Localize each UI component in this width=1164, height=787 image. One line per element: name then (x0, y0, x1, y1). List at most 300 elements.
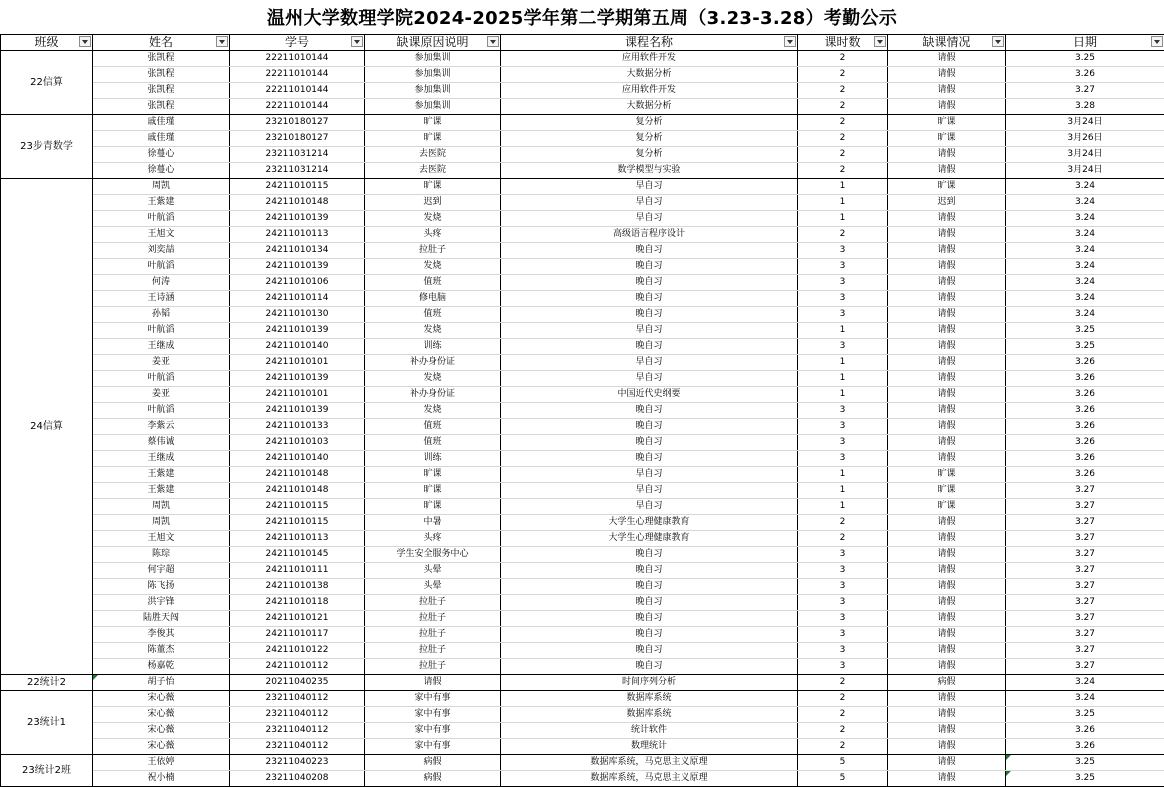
cell-date[interactable]: 3.28 (1006, 99, 1164, 115)
cell-reason[interactable]: 值班 (365, 419, 501, 435)
cell-student-id[interactable]: 24211010140 (230, 339, 365, 355)
cell-name[interactable]: 蔡伟诚 (93, 435, 230, 451)
cell-student-id[interactable]: 24211010133 (230, 419, 365, 435)
cell-student-id[interactable]: 23211031214 (230, 147, 365, 163)
cell-date[interactable]: 3.24 (1006, 211, 1164, 227)
cell-status[interactable]: 请假 (888, 563, 1006, 579)
cell-name[interactable]: 戚佳瑾 (93, 115, 230, 131)
cell-course[interactable]: 早自习 (501, 371, 798, 387)
cell-name[interactable]: 叶航滔 (93, 259, 230, 275)
cell-student-id[interactable]: 24211010113 (230, 531, 365, 547)
cell-name[interactable]: 张凯程 (93, 67, 230, 83)
cell-date[interactable]: 3.26 (1006, 403, 1164, 419)
cell-reason[interactable]: 迟到 (365, 195, 501, 211)
cell-date[interactable]: 3.24 (1006, 275, 1164, 291)
cell-hours[interactable]: 3 (798, 611, 888, 627)
cell-date[interactable]: 3.24 (1006, 675, 1164, 691)
cell-reason[interactable]: 家中有事 (365, 707, 501, 723)
cell-hours[interactable]: 3 (798, 339, 888, 355)
cell-reason[interactable]: 请假 (365, 675, 501, 691)
cell-name[interactable]: 祝小楠 (93, 771, 230, 787)
cell-reason[interactable]: 补办身份证 (365, 387, 501, 403)
cell-hours[interactable]: 1 (798, 483, 888, 499)
cell-name[interactable]: 徐蔓心 (93, 147, 230, 163)
cell-course[interactable]: 晚自习 (501, 243, 798, 259)
cell-course[interactable]: 晚自习 (501, 275, 798, 291)
cell-reason[interactable]: 学生安全服务中心 (365, 547, 501, 563)
cell-name[interactable]: 张凯程 (93, 83, 230, 99)
cell-hours[interactable]: 3 (798, 451, 888, 467)
cell-status[interactable]: 请假 (888, 643, 1006, 659)
cell-date[interactable]: 3.25 (1006, 51, 1164, 67)
cell-reason[interactable]: 头疼 (365, 531, 501, 547)
cell-reason[interactable]: 发烧 (365, 371, 501, 387)
cell-hours[interactable]: 2 (798, 163, 888, 179)
cell-name[interactable]: 徐蔓心 (93, 163, 230, 179)
cell-student-id[interactable]: 24211010117 (230, 627, 365, 643)
cell-hours[interactable]: 2 (798, 707, 888, 723)
cell-name[interactable]: 刘奕喆 (93, 243, 230, 259)
cell-hours[interactable]: 2 (798, 83, 888, 99)
cell-reason[interactable]: 去医院 (365, 163, 501, 179)
cell-name[interactable]: 杨嘉乾 (93, 659, 230, 675)
cell-reason[interactable]: 发烧 (365, 403, 501, 419)
cell-hours[interactable]: 3 (798, 595, 888, 611)
cell-course[interactable]: 晚自习 (501, 611, 798, 627)
cell-date[interactable]: 3.26 (1006, 355, 1164, 371)
cell-name[interactable]: 周凯 (93, 179, 230, 195)
cell-status[interactable]: 请假 (888, 243, 1006, 259)
cell-course[interactable]: 晚自习 (501, 627, 798, 643)
cell-course[interactable]: 早自习 (501, 211, 798, 227)
cell-course[interactable]: 复分析 (501, 115, 798, 131)
cell-date[interactable]: 3.24 (1006, 243, 1164, 259)
cell-class[interactable]: 23统计1 (1, 691, 93, 755)
cell-course[interactable]: 晚自习 (501, 307, 798, 323)
cell-reason[interactable]: 参加集训 (365, 83, 501, 99)
cell-status[interactable]: 请假 (888, 307, 1006, 323)
cell-course[interactable]: 晚自习 (501, 643, 798, 659)
cell-date[interactable]: 3.27 (1006, 563, 1164, 579)
cell-name[interactable]: 张凯程 (93, 99, 230, 115)
cell-name[interactable]: 张凯程 (93, 51, 230, 67)
cell-date[interactable]: 3.24 (1006, 691, 1164, 707)
cell-student-id[interactable]: 24211010114 (230, 291, 365, 307)
cell-reason[interactable]: 参加集训 (365, 67, 501, 83)
cell-name[interactable]: 何宇超 (93, 563, 230, 579)
cell-status[interactable]: 旷课 (888, 131, 1006, 147)
cell-hours[interactable]: 1 (798, 323, 888, 339)
cell-name[interactable]: 王继成 (93, 451, 230, 467)
cell-student-id[interactable]: 24211010113 (230, 227, 365, 243)
cell-student-id[interactable]: 23211031214 (230, 163, 365, 179)
cell-name[interactable]: 洪宇锋 (93, 595, 230, 611)
cell-reason[interactable]: 值班 (365, 435, 501, 451)
cell-reason[interactable]: 旷课 (365, 467, 501, 483)
cell-status[interactable]: 请假 (888, 259, 1006, 275)
cell-student-id[interactable]: 24211010139 (230, 211, 365, 227)
cell-name[interactable]: 叶航滔 (93, 403, 230, 419)
cell-hours[interactable]: 2 (798, 227, 888, 243)
cell-date[interactable]: 3.25 (1006, 755, 1164, 771)
cell-date[interactable]: 3.25 (1006, 707, 1164, 723)
cell-status[interactable]: 请假 (888, 51, 1006, 67)
cell-hours[interactable]: 1 (798, 211, 888, 227)
cell-reason[interactable]: 拉肚子 (365, 627, 501, 643)
cell-reason[interactable]: 拉肚子 (365, 643, 501, 659)
filter-dropdown-icon[interactable] (79, 36, 91, 47)
filter-dropdown-icon[interactable] (784, 36, 796, 47)
cell-status[interactable]: 请假 (888, 435, 1006, 451)
cell-hours[interactable]: 3 (798, 435, 888, 451)
cell-reason[interactable]: 中暑 (365, 515, 501, 531)
cell-status[interactable]: 请假 (888, 67, 1006, 83)
cell-name[interactable]: 陈飞扬 (93, 579, 230, 595)
cell-date[interactable]: 3.27 (1006, 611, 1164, 627)
cell-course[interactable]: 数理统计 (501, 739, 798, 755)
cell-status[interactable]: 请假 (888, 371, 1006, 387)
cell-class[interactable]: 24信算 (1, 179, 93, 675)
cell-status[interactable]: 旷课 (888, 115, 1006, 131)
cell-hours[interactable]: 2 (798, 531, 888, 547)
cell-date[interactable]: 3月24日 (1006, 163, 1164, 179)
cell-name[interactable]: 宋心薇 (93, 691, 230, 707)
cell-course[interactable]: 大数据分析 (501, 67, 798, 83)
cell-course[interactable]: 应用软件开发 (501, 83, 798, 99)
cell-date[interactable]: 3.26 (1006, 435, 1164, 451)
cell-reason[interactable]: 值班 (365, 275, 501, 291)
cell-hours[interactable]: 1 (798, 355, 888, 371)
cell-course[interactable]: 早自习 (501, 195, 798, 211)
cell-student-id[interactable]: 24211010139 (230, 371, 365, 387)
cell-reason[interactable]: 头疼 (365, 227, 501, 243)
cell-student-id[interactable]: 23211040112 (230, 739, 365, 755)
cell-hours[interactable]: 3 (798, 643, 888, 659)
cell-hours[interactable]: 3 (798, 659, 888, 675)
cell-course[interactable]: 数学模型与实验 (501, 163, 798, 179)
cell-reason[interactable]: 旷课 (365, 499, 501, 515)
cell-date[interactable]: 3.26 (1006, 451, 1164, 467)
cell-hours[interactable]: 1 (798, 195, 888, 211)
cell-course[interactable]: 早自习 (501, 179, 798, 195)
cell-reason[interactable]: 家中有事 (365, 691, 501, 707)
cell-date[interactable]: 3.24 (1006, 307, 1164, 323)
cell-hours[interactable]: 3 (798, 547, 888, 563)
cell-student-id[interactable]: 24211010138 (230, 579, 365, 595)
cell-hours[interactable]: 1 (798, 179, 888, 195)
cell-status[interactable]: 请假 (888, 611, 1006, 627)
cell-reason[interactable]: 旷课 (365, 115, 501, 131)
cell-status[interactable]: 请假 (888, 339, 1006, 355)
cell-course[interactable]: 数据库系统 (501, 691, 798, 707)
cell-student-id[interactable]: 24211010139 (230, 403, 365, 419)
filter-dropdown-icon[interactable] (1151, 36, 1163, 47)
cell-date[interactable]: 3.26 (1006, 723, 1164, 739)
cell-course[interactable]: 统计软件 (501, 723, 798, 739)
cell-name[interactable]: 李俊其 (93, 627, 230, 643)
cell-status[interactable]: 请假 (888, 595, 1006, 611)
cell-status[interactable]: 旷课 (888, 499, 1006, 515)
cell-date[interactable]: 3.27 (1006, 547, 1164, 563)
cell-student-id[interactable]: 22211010144 (230, 99, 365, 115)
cell-name[interactable]: 王旭文 (93, 531, 230, 547)
cell-name[interactable]: 宋心薇 (93, 723, 230, 739)
cell-hours[interactable]: 3 (798, 419, 888, 435)
cell-date[interactable]: 3.26 (1006, 387, 1164, 403)
cell-student-id[interactable]: 23211040223 (230, 755, 365, 771)
cell-reason[interactable]: 病假 (365, 755, 501, 771)
cell-status[interactable]: 请假 (888, 291, 1006, 307)
cell-date[interactable]: 3.26 (1006, 371, 1164, 387)
cell-student-id[interactable]: 24211010101 (230, 387, 365, 403)
cell-hours[interactable]: 3 (798, 259, 888, 275)
cell-hours[interactable]: 3 (798, 275, 888, 291)
cell-course[interactable]: 晚自习 (501, 435, 798, 451)
cell-name[interactable]: 周凯 (93, 515, 230, 531)
cell-status[interactable]: 旷课 (888, 467, 1006, 483)
cell-student-id[interactable]: 24211010140 (230, 451, 365, 467)
cell-reason[interactable]: 旷课 (365, 483, 501, 499)
cell-student-id[interactable]: 23211040112 (230, 691, 365, 707)
cell-course[interactable]: 复分析 (501, 131, 798, 147)
cell-status[interactable]: 请假 (888, 691, 1006, 707)
cell-course[interactable]: 大学生心理健康教育 (501, 515, 798, 531)
cell-name[interactable]: 胡子怡 (93, 675, 230, 691)
cell-course[interactable]: 晚自习 (501, 579, 798, 595)
cell-date[interactable]: 3.27 (1006, 595, 1164, 611)
cell-name[interactable]: 姜亚 (93, 387, 230, 403)
cell-name[interactable]: 陈琮 (93, 547, 230, 563)
cell-name[interactable]: 叶航滔 (93, 323, 230, 339)
cell-student-id[interactable]: 24211010106 (230, 275, 365, 291)
cell-course[interactable]: 晚自习 (501, 595, 798, 611)
cell-student-id[interactable]: 22211010144 (230, 83, 365, 99)
cell-student-id[interactable]: 24211010145 (230, 547, 365, 563)
cell-name[interactable]: 何涛 (93, 275, 230, 291)
cell-name[interactable]: 王旭文 (93, 227, 230, 243)
cell-status[interactable]: 请假 (888, 83, 1006, 99)
cell-reason[interactable]: 训练 (365, 339, 501, 355)
cell-date[interactable]: 3.27 (1006, 531, 1164, 547)
cell-reason[interactable]: 拉肚子 (365, 243, 501, 259)
cell-name[interactable]: 王紫建 (93, 195, 230, 211)
cell-student-id[interactable]: 23211040208 (230, 771, 365, 787)
cell-date[interactable]: 3月26日 (1006, 131, 1164, 147)
cell-status[interactable]: 病假 (888, 675, 1006, 691)
cell-class[interactable]: 23统计2班 (1, 755, 93, 787)
cell-student-id[interactable]: 24211010139 (230, 259, 365, 275)
cell-hours[interactable]: 3 (798, 403, 888, 419)
cell-reason[interactable]: 头晕 (365, 563, 501, 579)
cell-student-id[interactable]: 24211010115 (230, 515, 365, 531)
filter-dropdown-icon[interactable] (216, 36, 228, 47)
cell-hours[interactable]: 3 (798, 579, 888, 595)
cell-status[interactable]: 请假 (888, 387, 1006, 403)
cell-date[interactable]: 3月24日 (1006, 147, 1164, 163)
cell-course[interactable]: 数据库系统，马克思主义原理 (501, 771, 798, 787)
cell-course[interactable]: 复分析 (501, 147, 798, 163)
cell-date[interactable]: 3.27 (1006, 579, 1164, 595)
cell-student-id[interactable]: 22211010144 (230, 51, 365, 67)
filter-dropdown-icon[interactable] (351, 36, 363, 47)
cell-status[interactable]: 请假 (888, 419, 1006, 435)
cell-name[interactable]: 王紫建 (93, 467, 230, 483)
cell-course[interactable]: 晚自习 (501, 563, 798, 579)
cell-class[interactable]: 23步青数学 (1, 115, 93, 179)
cell-class[interactable]: 22信算 (1, 51, 93, 115)
cell-status[interactable]: 请假 (888, 99, 1006, 115)
cell-hours[interactable]: 2 (798, 691, 888, 707)
cell-hours[interactable]: 2 (798, 147, 888, 163)
cell-hours[interactable]: 1 (798, 467, 888, 483)
cell-date[interactable]: 3.24 (1006, 195, 1164, 211)
cell-course[interactable]: 晚自习 (501, 451, 798, 467)
cell-student-id[interactable]: 23211040112 (230, 707, 365, 723)
cell-date[interactable]: 3.27 (1006, 643, 1164, 659)
cell-status[interactable]: 请假 (888, 659, 1006, 675)
cell-date[interactable]: 3.27 (1006, 499, 1164, 515)
cell-status[interactable]: 请假 (888, 147, 1006, 163)
cell-course[interactable]: 晚自习 (501, 419, 798, 435)
cell-date[interactable]: 3.27 (1006, 627, 1164, 643)
cell-course[interactable]: 早自习 (501, 355, 798, 371)
cell-reason[interactable]: 去医院 (365, 147, 501, 163)
cell-student-id[interactable]: 23210180127 (230, 131, 365, 147)
cell-student-id[interactable]: 24211010148 (230, 467, 365, 483)
cell-status[interactable]: 请假 (888, 739, 1006, 755)
cell-course[interactable]: 大数据分析 (501, 99, 798, 115)
cell-student-id[interactable]: 24211010148 (230, 195, 365, 211)
cell-name[interactable]: 叶航滔 (93, 371, 230, 387)
cell-status[interactable]: 旷课 (888, 483, 1006, 499)
cell-student-id[interactable]: 24211010139 (230, 323, 365, 339)
cell-name[interactable]: 宋心薇 (93, 739, 230, 755)
cell-reason[interactable]: 旷课 (365, 179, 501, 195)
cell-name[interactable]: 王依婷 (93, 755, 230, 771)
cell-status[interactable]: 请假 (888, 403, 1006, 419)
cell-reason[interactable]: 发烧 (365, 323, 501, 339)
cell-date[interactable]: 3.24 (1006, 259, 1164, 275)
cell-date[interactable]: 3.27 (1006, 483, 1164, 499)
cell-student-id[interactable]: 24211010103 (230, 435, 365, 451)
cell-class[interactable]: 22统计2 (1, 675, 93, 691)
cell-course[interactable]: 数据库系统 (501, 707, 798, 723)
cell-student-id[interactable]: 23210180127 (230, 115, 365, 131)
cell-course[interactable]: 早自习 (501, 483, 798, 499)
cell-status[interactable]: 请假 (888, 275, 1006, 291)
cell-hours[interactable]: 2 (798, 515, 888, 531)
cell-reason[interactable]: 补办身份证 (365, 355, 501, 371)
cell-reason[interactable]: 病假 (365, 771, 501, 787)
filter-dropdown-icon[interactable] (992, 36, 1004, 47)
cell-date[interactable]: 3.24 (1006, 291, 1164, 307)
cell-reason[interactable]: 参加集训 (365, 51, 501, 67)
cell-reason[interactable]: 旷课 (365, 131, 501, 147)
cell-date[interactable]: 3.25 (1006, 323, 1164, 339)
cell-date[interactable]: 3月24日 (1006, 115, 1164, 131)
cell-name[interactable]: 李紫云 (93, 419, 230, 435)
cell-name[interactable]: 王紫建 (93, 483, 230, 499)
cell-hours[interactable]: 3 (798, 291, 888, 307)
cell-date[interactable]: 3.27 (1006, 515, 1164, 531)
cell-hours[interactable]: 3 (798, 563, 888, 579)
cell-hours[interactable]: 1 (798, 371, 888, 387)
cell-hours[interactable]: 2 (798, 131, 888, 147)
cell-date[interactable]: 3.25 (1006, 339, 1164, 355)
cell-course[interactable]: 晚自习 (501, 659, 798, 675)
cell-status[interactable]: 请假 (888, 771, 1006, 787)
cell-hours[interactable]: 1 (798, 499, 888, 515)
cell-date[interactable]: 3.25 (1006, 771, 1164, 787)
cell-course[interactable]: 晚自习 (501, 291, 798, 307)
cell-status[interactable]: 请假 (888, 323, 1006, 339)
cell-name[interactable]: 陈董杰 (93, 643, 230, 659)
cell-student-id[interactable]: 24211010115 (230, 499, 365, 515)
cell-course[interactable]: 数据库系统，马克思主义原理 (501, 755, 798, 771)
cell-name[interactable]: 王继成 (93, 339, 230, 355)
cell-student-id[interactable]: 24211010101 (230, 355, 365, 371)
cell-status[interactable]: 迟到 (888, 195, 1006, 211)
cell-student-id[interactable]: 24211010130 (230, 307, 365, 323)
cell-student-id[interactable]: 24211010134 (230, 243, 365, 259)
cell-status[interactable]: 请假 (888, 547, 1006, 563)
cell-hours[interactable]: 5 (798, 771, 888, 787)
cell-reason[interactable]: 发烧 (365, 211, 501, 227)
cell-name[interactable]: 姜亚 (93, 355, 230, 371)
cell-reason[interactable]: 家中有事 (365, 723, 501, 739)
cell-hours[interactable]: 1 (798, 387, 888, 403)
cell-reason[interactable]: 拉肚子 (365, 611, 501, 627)
cell-student-id[interactable]: 24211010118 (230, 595, 365, 611)
filter-dropdown-icon[interactable] (487, 36, 499, 47)
cell-status[interactable]: 请假 (888, 211, 1006, 227)
cell-course[interactable]: 早自习 (501, 323, 798, 339)
cell-name[interactable]: 叶航滔 (93, 211, 230, 227)
cell-reason[interactable]: 发烧 (365, 259, 501, 275)
cell-date[interactable]: 3.27 (1006, 659, 1164, 675)
cell-status[interactable]: 请假 (888, 723, 1006, 739)
cell-reason[interactable]: 家中有事 (365, 739, 501, 755)
cell-student-id[interactable]: 24211010115 (230, 179, 365, 195)
cell-hours[interactable]: 2 (798, 739, 888, 755)
cell-status[interactable]: 请假 (888, 627, 1006, 643)
cell-status[interactable]: 请假 (888, 163, 1006, 179)
cell-hours[interactable]: 3 (798, 307, 888, 323)
cell-hours[interactable]: 2 (798, 723, 888, 739)
cell-course[interactable]: 时间序列分析 (501, 675, 798, 691)
cell-date[interactable]: 3.26 (1006, 467, 1164, 483)
cell-course[interactable]: 早自习 (501, 499, 798, 515)
cell-course[interactable]: 早自习 (501, 467, 798, 483)
cell-date[interactable]: 3.24 (1006, 227, 1164, 243)
cell-date[interactable]: 3.27 (1006, 83, 1164, 99)
cell-course[interactable]: 应用软件开发 (501, 51, 798, 67)
cell-hours[interactable]: 3 (798, 243, 888, 259)
cell-name[interactable]: 陆胜天闯 (93, 611, 230, 627)
cell-course[interactable]: 晚自习 (501, 339, 798, 355)
cell-reason[interactable]: 训练 (365, 451, 501, 467)
cell-status[interactable]: 请假 (888, 707, 1006, 723)
cell-date[interactable]: 3.24 (1006, 179, 1164, 195)
cell-student-id[interactable]: 24211010148 (230, 483, 365, 499)
cell-course[interactable]: 晚自习 (501, 547, 798, 563)
cell-course[interactable]: 晚自习 (501, 403, 798, 419)
cell-student-id[interactable]: 24211010122 (230, 643, 365, 659)
cell-date[interactable]: 3.26 (1006, 67, 1164, 83)
cell-course[interactable]: 大学生心理健康教育 (501, 531, 798, 547)
cell-status[interactable]: 请假 (888, 355, 1006, 371)
cell-date[interactable]: 3.26 (1006, 419, 1164, 435)
